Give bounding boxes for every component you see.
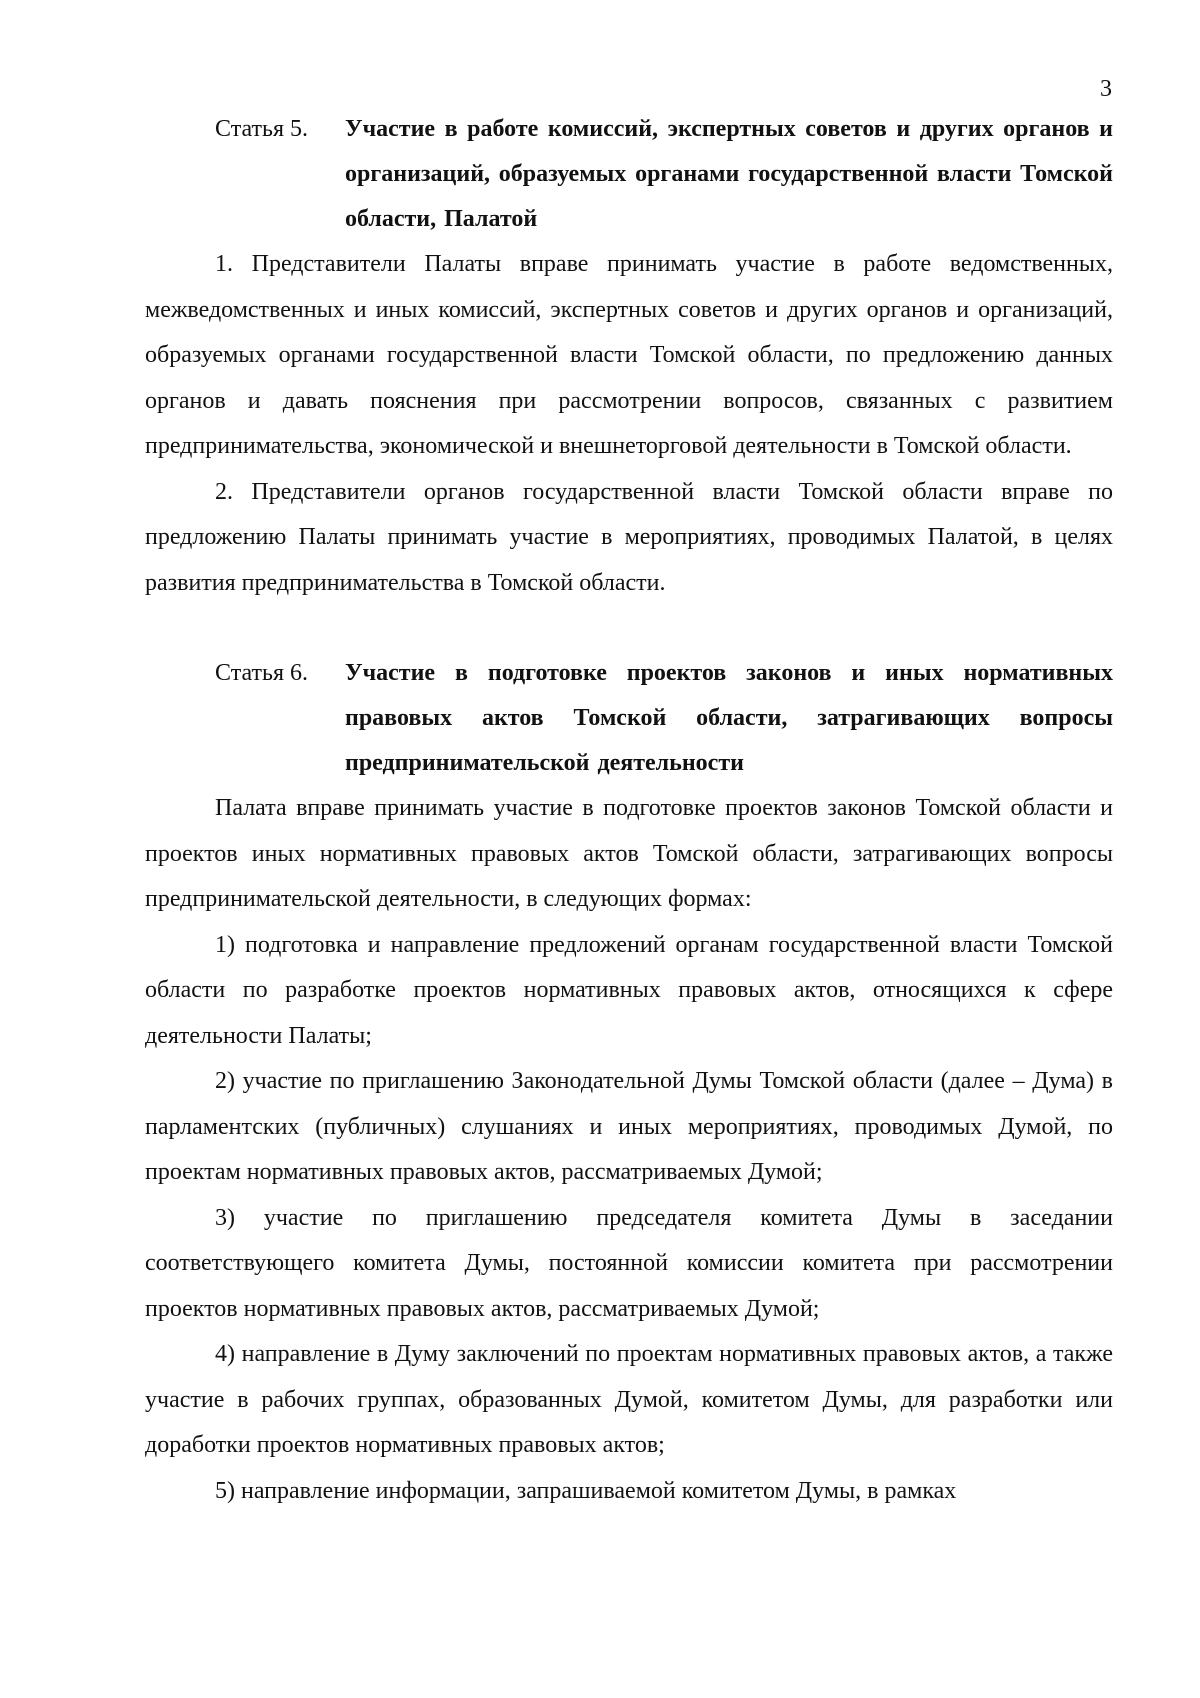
article-6-item-2: 2) участие по приглашению Законодательной Думы Томской области (далее – Дума) в парламентских (публичных) слушаниях и иных мероприятиях, проводимых Думой, по проектам нормативных правовых актов, рассматриваемых Думой; bbox=[145, 1068, 1113, 1185]
article-5-label: Статья 5. bbox=[215, 116, 308, 142]
section-spacer bbox=[145, 606, 1113, 651]
article-6-title: Участие в подготовке проектов законов и иных нормативных правовых актов Томской области, затрагивающих вопросы предпринимательской деятельности bbox=[345, 660, 1113, 776]
article-6-item-5: 5) направление информации, запрашиваемой комитетом Думы, в рамках bbox=[215, 1477, 957, 1504]
article-6-item-3: 3) участие по приглашению председателя комитета Думы в заседании соответствующего комитета Думы, постоянной комиссии комитета при рассмотрении проектов нормативных правовых актов, рассматриваемых Думой; bbox=[145, 1204, 1113, 1322]
article-5-paragraph-1: 1. Представители Палаты вправе принимать участие в работе ведомственных, межведомственных и иных комиссий, экспертных советов и других органов и организаций, образуемых органами государственной власти Томской области, по предложению данных органов и давать пояснения при рассмотрении вопросов, связанных с развитием предпринимательства, экономической и внешнеторговой деятельности в Томской области. bbox=[145, 251, 1113, 459]
article-6-label: Статья 6. bbox=[215, 660, 308, 686]
article-5-title: Участие в работе комиссий, экспертных советов и других органов и организаций, образуемых органами государственной власти Томской области, Палатой bbox=[345, 116, 1113, 232]
article-6-intro: Палата вправе принимать участие в подготовке проектов законов Томской области и проектов иных нормативных правовых актов Томской области, затрагивающих вопросы предпринимательской деятельности, в следующих формах: bbox=[145, 795, 1113, 912]
page-number: 3 bbox=[1100, 76, 1112, 102]
article-5-paragraph-2: 2. Представители органов государственной власти Томской области вправе по предложению Палаты принимать участие в мероприятиях, проводимых Палатой, в целях развития предпринимательства в Томской области. bbox=[145, 478, 1113, 596]
article-6-heading bbox=[145, 651, 1113, 786]
article-5-heading bbox=[145, 107, 1113, 242]
article-6-item-4: 4) направление в Думу заключений по проектам нормативных правовых актов, а также участие в рабочих группах, образованных Думой, комитетом Думы, для разработки или доработки проектов нормативных правовых актов; bbox=[145, 1341, 1113, 1458]
document-body bbox=[145, 107, 1113, 1514]
article-6-item-1: 1) подготовка и направление предложений органам государственной власти Томской области по разработке проектов нормативных правовых актов, относящихся к сфере деятельности Палаты; bbox=[145, 931, 1113, 1049]
